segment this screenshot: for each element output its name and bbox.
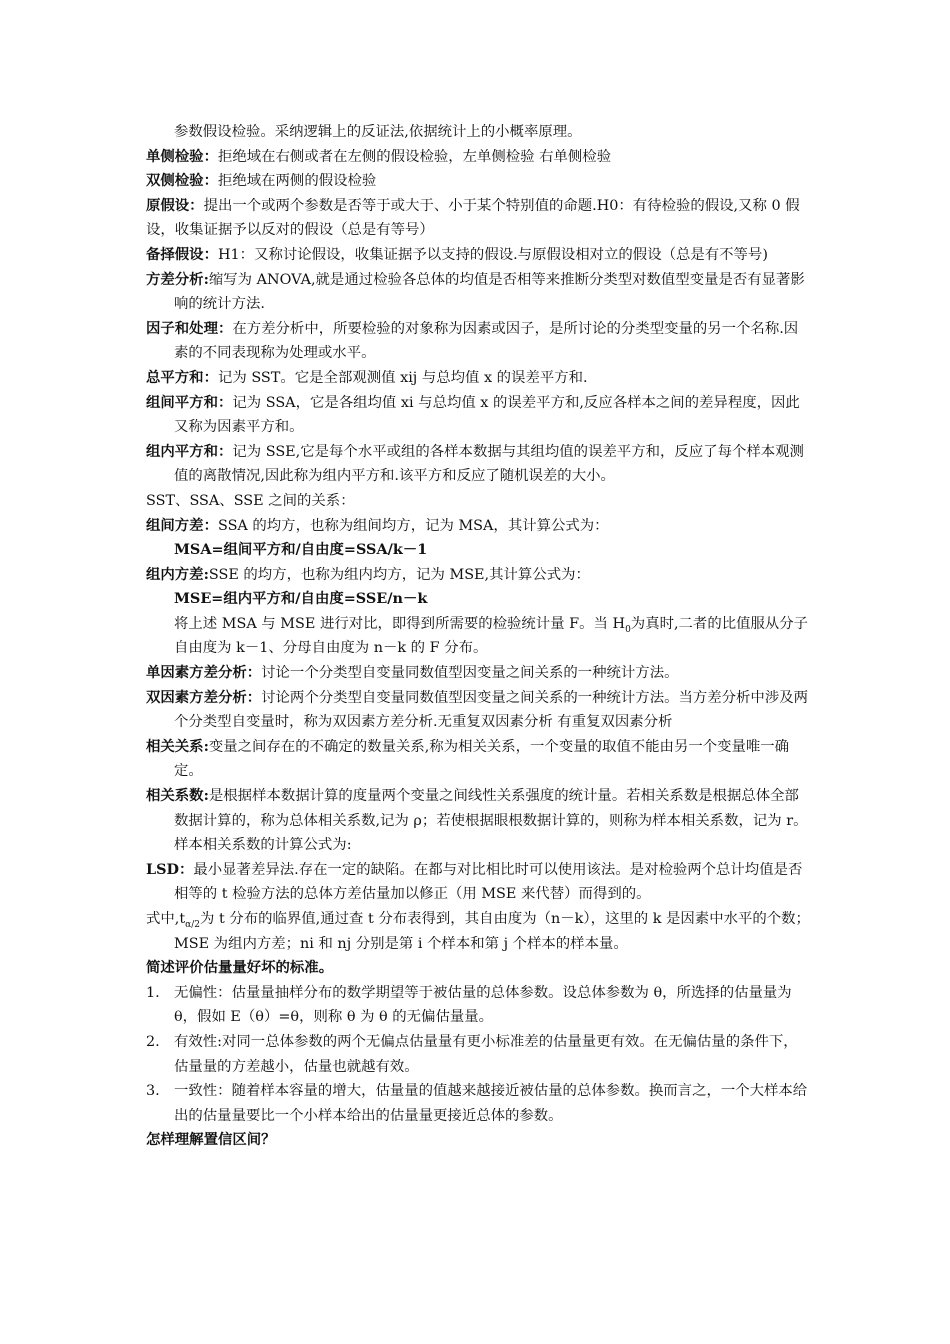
mse-definition: 组内方差:SSE 的均方，也称为组内均方，记为 MSE,其计算公式为： <box>146 565 590 583</box>
relation-line: SST、SSA、SSE 之间的关系： <box>146 492 355 509</box>
one-way-anova-definition: 单因素方差分析：讨论一个分类型自变量同数值型因变量之间关系的一种统计方法。 <box>146 664 679 682</box>
term: LSD： <box>146 860 194 878</box>
term: 原假设： <box>146 196 204 214</box>
term: 双因素方差分析： <box>146 688 262 706</box>
anova-definition: 方差分析:缩写为 ANOVA,就是通过检验各总体的均值是否相等来推断分类型对数值型变量是否有显著影响的统计方法. <box>146 270 805 313</box>
term: 单因素方差分析： <box>146 664 262 682</box>
factor-definition: 因子和处理：在方差分析中，所要检验的对象称为因素或因子，是所讨论的分类型变量的另一个名称.因素的不同表现称为处理或水平。 <box>146 319 799 362</box>
term: 组内方差: <box>146 565 209 583</box>
term: 双侧检验： <box>146 172 218 190</box>
msa-definition: 组间方差：SSA 的均方，也称为组间均方，记为 MSA，其计算公式为： <box>146 516 609 534</box>
alternative-hypothesis-definition: 备择假设：H1：又称讨论假设，收集证据予以支持的假设.与原假设相对立的假设（总是有不等号) <box>146 245 768 263</box>
correlation-definition: 相关关系:变量之间存在的不确定的数量关系,称为相关关系，一个变量的取值不能由另一个变量唯一确定。 <box>146 737 790 780</box>
msa-formula: MSA=组间平方和/自由度=SSA/k－1 <box>174 541 428 559</box>
term: 备择假设： <box>146 245 218 263</box>
term: 相关关系: <box>146 737 209 755</box>
intro-paragraph: 参数假设检验。采纳逻辑上的反证法,依据统计上的小概率原理。 <box>174 124 582 140</box>
f-statistic-paragraph: 将上述 MSA 与 MSE 进行对比，即得到所需要的检验统计量 F。当 $H_0$为真时,二者的比值服从分子自由度为 k－1、分母自由度为 n－k 的 F 分布。 <box>174 615 809 657</box>
lsd-formula-explanation: 式中$,t_{\alpha/2}$为 t 分布的临界值,通过查 t 分布表得到，其自由度为（n－k），这里的 k 是因素中水平的个数；MSE 为组内方差；ni 和 nj 分别是第 i 个样本和第 j 个样本的样本量。 <box>146 911 810 952</box>
correlation-coefficient-definition: 相关系数:是根据样本数据计算的度量两个变量之间线性关系强度的统计量。若相关系数是根据总体全部数据计算的，称为总体相关系数,记为 ρ；若使根据眼根数据计算的，则称为样本相关系数，记为 r。样本相关系数的计算公式为: <box>146 787 808 854</box>
mse-formula: MSE=组内平方和/自由度=SSE/n－k <box>174 590 428 608</box>
one-sided-test-definition: 单侧检验：拒绝域在右侧或者在左侧的假设检验，左单侧检验 右单侧检验 <box>146 147 612 165</box>
term: 组内平方和： <box>146 442 233 460</box>
two-sided-test-definition: 双侧检验：拒绝域在两侧的假设检验 <box>146 172 377 190</box>
term: 单侧检验： <box>146 147 218 165</box>
sst-definition: 总平方和：记为 SST。它是全部观测值 xij 与总均值 x 的误差平方和. <box>146 368 588 386</box>
list-item: 3. 一致性：随着样本容量的增大，估量量的值越来越接近被估量的总体参数。换而言之，一个大样本给出的估量量要比一个小样本给出的估量量更接近总体的参数。 <box>146 1083 808 1124</box>
null-hypothesis-definition: 原假设：提出一个或两个参数是否等于或大于、小于某个特别值的命题.H0：有待检验的假设,又称 0 假设，收集证据予以反对的假设（总是有等号） <box>146 196 800 239</box>
ssa-definition: 组间平方和：记为 SSA，它是各组均值 xi 与总均值 x 的误差平方和,反应各样本之间的差异程度，因此又称为因素平方和。 <box>146 393 800 436</box>
term: 因子和处理： <box>146 319 233 337</box>
list-item: 1. 无偏性：估量量抽样分布的数学期望等于被估量的总体参数。设总体参数为 θ，所选择的估量量为 θ，假如 E（θ）=θ，则称 θ 为 θ 的无偏估量量。 <box>146 984 792 1026</box>
term: 方差分析: <box>146 270 209 288</box>
term: 相关系数: <box>146 787 209 805</box>
two-way-anova-definition: 双因素方差分析：讨论两个分类型自变量同数值型因变量之间关系的一种统计方法。当方差分析中涉及两个分类型自变量时，称为双因素方差分析.无重复双因素分析 有重复双因素分析 <box>146 688 808 731</box>
term: 组间方差： <box>146 516 218 534</box>
list-item: 2. 有效性:对同一总体参数的两个无偏点估量量有更小标准差的估量量更有效。在无偏估量的条件下，估量量的方差越小，估量也就越有效。 <box>146 1033 798 1075</box>
term: 组间平方和： <box>146 393 233 411</box>
term: 总平方和： <box>146 368 218 386</box>
sse-definition: 组内平方和：记为 SSE,它是每个水平或组的各样本数据与其组均值的误差平方和，反应了每个样本观测值的离散情况,因此称为组内平方和.该平方和反应了随机误差的大小。 <box>146 442 804 485</box>
confidence-interval-heading: 怎样理解置信区间？ <box>146 1131 276 1149</box>
lsd-definition: LSD：最小显著差异法.存在一定的缺陷。在都与对比相比时可以使用该法。是对检验两个总计均值是否相等的 t 检验方法的总体方差估量加以修正（用 MSE 来代替）而得到的。 <box>146 860 803 903</box>
document-page <box>146 120 810 1153</box>
estimator-criteria-list <box>146 981 810 1129</box>
estimator-criteria-heading: 简述评价估量量好坏的标准。 <box>146 959 334 977</box>
